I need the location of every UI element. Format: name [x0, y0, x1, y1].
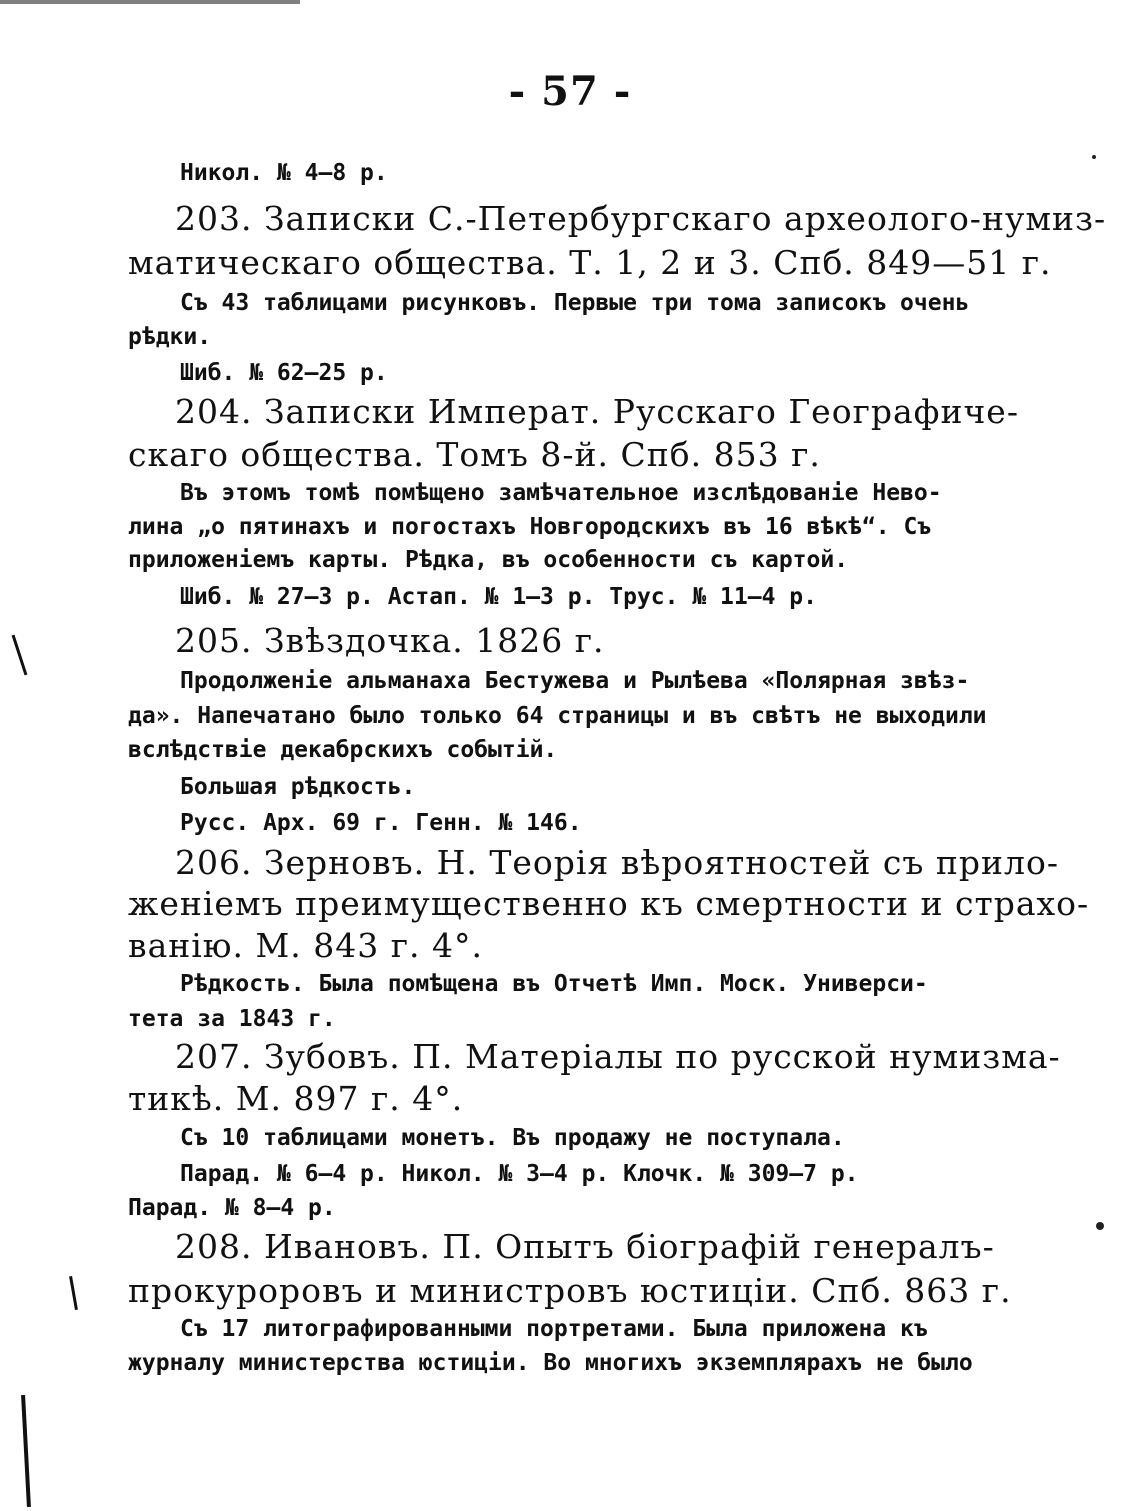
entry-206-title-line-1: 206. Зерновъ. Н. Теорія вѣроятностей съ прило-	[175, 843, 1059, 882]
entry-206-note-line-2: тета за 1843 г.	[128, 1006, 336, 1032]
entry-206-title-line-3: ванію. М. 843 г. 4°.	[128, 926, 484, 965]
entry-205-note-line-2: да». Напечатано было только 64 страницы и въ свѣтъ не выходили	[128, 703, 987, 729]
entry-204-title-line-2: скаго общества. Томъ 8-й. Спб. 853 г.	[128, 435, 821, 474]
entry-204-note-line-3: приложеніемъ карты. Рѣдка, въ особенности съ картой.	[128, 547, 849, 573]
entry-204-title-line-1: 204. Записки Императ. Русскаго Географиче-	[175, 392, 1019, 431]
scan-dot	[1092, 155, 1096, 159]
entry-204-note-line-1: Въ этомъ томѣ помѣщено замѣчательное изслѣдованіе Нево-	[180, 480, 942, 506]
margin-mark	[21, 1395, 31, 1507]
entry-205-price-line: Русс. Арх. 69 г. Генн. № 146.	[180, 810, 582, 836]
entry-203-title-line-1: 203. Записки С.-Петербургскаго археолого-нумиз-	[175, 199, 1107, 238]
entry-205-note-line-4: Большая рѣдкость.	[180, 774, 416, 800]
entry-208-note-line-1: Съ 17 литографированными портретами. Была приложена къ	[180, 1316, 928, 1342]
entry-208-title-line-1: 208. Ивановъ. П. Опытъ біографій генералъ-	[175, 1227, 995, 1266]
entry-207-title-line-2: тикѣ. М. 897 г. 4°.	[128, 1079, 464, 1118]
entry-205-note-line-3: вслѣдствіе декабрскихъ событій.	[128, 737, 558, 763]
scan-edge-mark	[0, 0, 300, 4]
entry-207-price-line-2: Парад. № 8—4 р.	[128, 1195, 336, 1221]
entry-207-note-line-1: Съ 10 таблицами монетъ. Въ продажу не поступала.	[180, 1125, 845, 1151]
entry-203-note-line-2: рѣдки.	[128, 324, 212, 350]
entry-207-price-line-1: Парад. № 6—4 р. Никол. № 3—4 р. Клочк. № 309—7 р.	[180, 1161, 859, 1187]
scan-dot	[1096, 1222, 1104, 1230]
price-line: Никол. № 4—8 р.	[180, 160, 388, 186]
entry-206-title-line-2: женіемъ преимущественно къ смертности и страхо-	[128, 884, 1090, 923]
page-number: - 57 -	[508, 68, 632, 115]
entry-204-note-line-2: лина „о пятинахъ и погостахъ Новгородскихъ въ 16 вѣкѣ“. Съ	[128, 514, 932, 540]
entry-206-note-line-1: Рѣдкость. Была помѣщена въ Отчетѣ Имп. Моск. Универси-	[180, 971, 928, 997]
entry-208-note-line-2: журналу министерства юстиціи. Во многихъ экземплярахъ не было	[128, 1350, 973, 1376]
margin-mark	[12, 635, 28, 676]
entry-204-price-line: Шиб. № 27—3 р. Астап. № 1—3 р. Трус. № 11—4 р.	[180, 584, 817, 610]
entry-203-note-line-1: Съ 43 таблицами рисунковъ. Первые три тома записокъ очень	[180, 290, 970, 316]
entry-205-note-line-1: Продолженіе альманаха Бестужева и Рылѣева «Полярная звѣз-	[180, 668, 970, 694]
entry-203-price-line: Шиб. № 62—25 р.	[180, 360, 388, 386]
margin-mark	[69, 1276, 78, 1310]
entry-207-title-line-1: 207. Зубовъ. П. Матеріалы по русской нумизма-	[175, 1037, 1061, 1076]
entry-208-title-line-2: прокуроровъ и министровъ юстиціи. Спб. 863 г.	[128, 1271, 1012, 1310]
entry-205-title-line-1: 205. Звѣздочка. 1826 г.	[175, 621, 605, 660]
entry-203-title-line-2: матическаго общества. Т. 1, 2 и 3. Спб. 849—51 г.	[128, 243, 1052, 282]
